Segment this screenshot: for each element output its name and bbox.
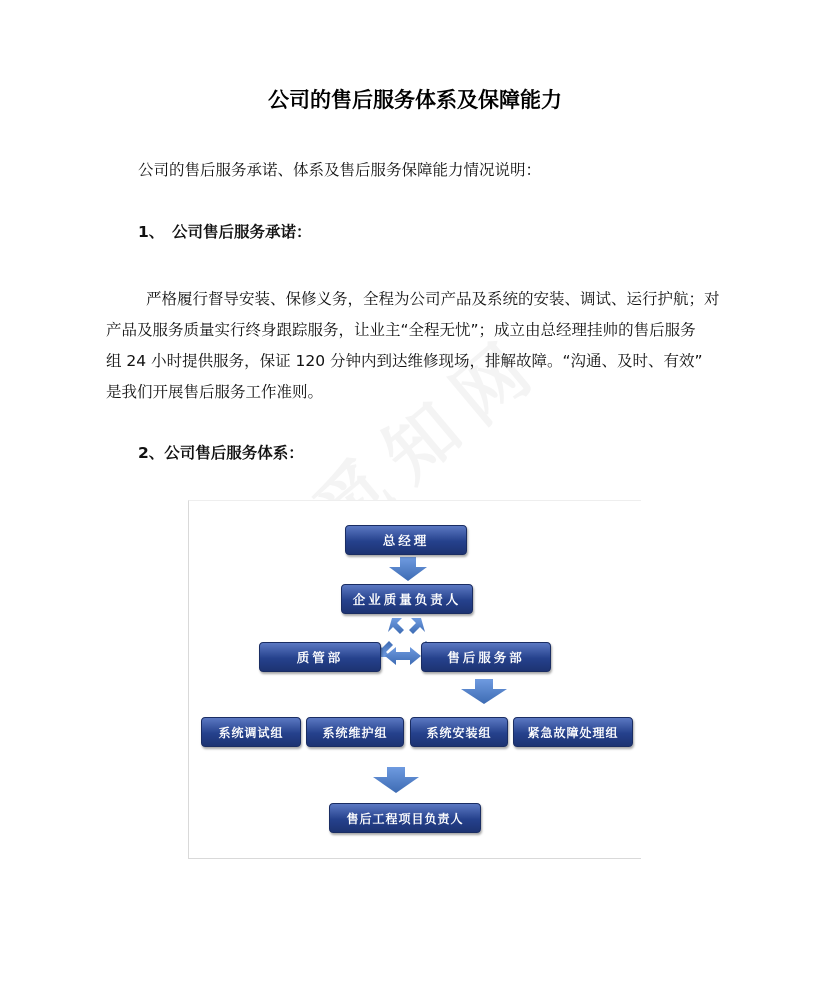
group-box: 紧急故障处理组 <box>513 717 633 747</box>
section-1-paragraph <box>106 284 728 408</box>
double-arrow-icon <box>385 647 421 665</box>
group-box: 系统调试组 <box>201 717 301 747</box>
diagonal-arrow-icon <box>409 618 425 634</box>
org-chart <box>188 500 641 859</box>
quality-dept-box: 质管部 <box>259 642 381 672</box>
section-1-heading <box>138 220 312 242</box>
diagonal-arrow-icon <box>388 618 404 634</box>
project-lead-box: 售后工程项目负责人 <box>329 803 481 833</box>
paragraph-line: 产品及服务质量实行终身跟踪服务，让业主“全程无忧”；成立由总经理挂帅的售后服务 <box>106 321 696 339</box>
section-1-title: 公司售后服务承诺： <box>172 223 312 241</box>
group-box: 系统维护组 <box>306 717 404 747</box>
paragraph-line: 是我们开展售后服务工作准则。 <box>106 383 324 401</box>
paragraph-line: 组 24 小时提供服务，保证 120 分钟内到达维修现场，排解故障。“沟通、及时、有效” <box>106 352 703 370</box>
down-arrow-icon <box>461 679 507 704</box>
section-2-heading: 2、公司售后服务体系： <box>138 444 304 462</box>
group-box: 系统安装组 <box>410 717 508 747</box>
general-manager-box: 总经理 <box>345 525 467 555</box>
quality-lead-box: 企业质量负责人 <box>341 584 473 614</box>
page-title: 公司的售后服务体系及保障能力 <box>268 88 562 112</box>
down-arrow-icon <box>389 557 427 581</box>
paragraph-line: 严格履行督导安装、保修义务，全程为公司产品及系统的安装、调试、运行护航；对 <box>146 290 720 308</box>
down-arrow-icon <box>373 767 419 793</box>
intro-text: 公司的售后服务承诺、体系及售后服务保障能力情况说明： <box>138 161 542 179</box>
after-sales-dept-box: 售后服务部 <box>421 642 551 672</box>
section-1-number: 1、 <box>138 223 165 241</box>
